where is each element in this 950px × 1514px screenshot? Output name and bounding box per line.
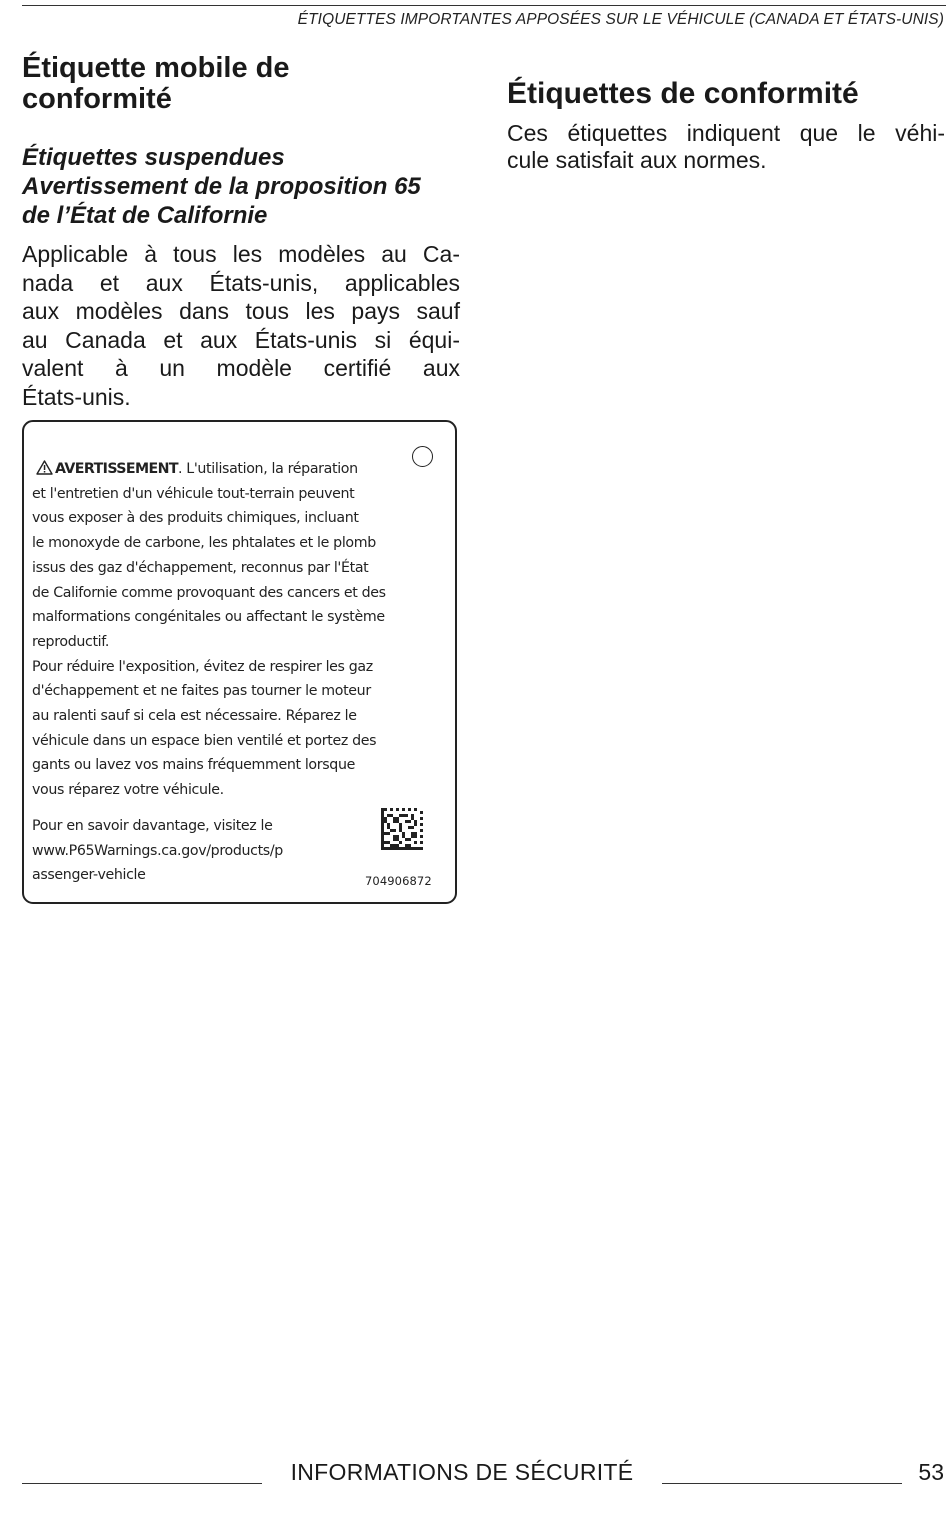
datamatrix-code-icon xyxy=(381,808,423,850)
title-line: conformité xyxy=(22,83,172,115)
warning-line: vous réparez votre véhicule. xyxy=(32,782,224,799)
warning-line: au ralenti sauf si cela est nécessaire. Réparez le xyxy=(32,708,357,725)
footer-section-title: INFORMATIONS DE SÉCURITÉ xyxy=(290,1459,634,1485)
warning-line: vous exposer à des produits chimiques, incluant xyxy=(32,510,359,527)
more-info-block xyxy=(32,814,362,888)
warning-line: de Californie comme provoquant des cancers et des xyxy=(32,584,386,601)
page-number: 53 xyxy=(918,1459,944,1485)
warning-line: malformations congénitales ou affectant le système xyxy=(32,609,385,626)
subtitle-line: de l’État de Californie xyxy=(22,202,268,229)
warning-line: le monoxyde de carbone, les phtalates et le plomb xyxy=(32,535,376,552)
paragraph-line: cule satisfait aux normes. xyxy=(507,147,767,173)
part-number: 704906872 xyxy=(365,874,432,888)
warning-line: Pour réduire l'exposition, évitez de respirer les gaz xyxy=(32,658,373,675)
section-title-compliance-labels: Étiquettes de conformité xyxy=(507,77,859,110)
paragraph-line: Ces étiquettes indiquent que le véhi- xyxy=(507,120,945,146)
warning-line: véhicule dans un espace bien ventilé et portez des xyxy=(32,732,377,749)
more-info-url-line: assenger-vehicle xyxy=(32,867,146,884)
compliance-paragraph xyxy=(507,120,945,174)
title-line: Étiquette mobile de xyxy=(22,52,290,84)
warning-line: d'échappement et ne faites pas tourner le moteur xyxy=(32,683,371,700)
header-rule xyxy=(22,5,946,6)
paragraph-line: Applicable à tous les modèles au Ca- xyxy=(22,241,460,267)
warning-line: gants ou lavez vos mains fréquemment lorsque xyxy=(32,757,355,774)
warning-text-block xyxy=(32,457,437,803)
subtitle-line: Étiquettes suspendues xyxy=(22,144,285,171)
warning-first-line xyxy=(32,457,437,482)
subtitle-line: Avertissement de la proposition 65 xyxy=(22,173,421,200)
warning-line: issus des gaz d'échappement, reconnus par l'État xyxy=(32,559,369,576)
paragraph-line: au Canada et aux États-unis si équi- xyxy=(22,326,460,353)
paragraph-line: États-unis. xyxy=(22,383,131,410)
left-column xyxy=(22,53,460,411)
paragraph-line: nada et aux États-unis, applicables xyxy=(22,269,460,296)
more-info-url-line: www.P65Warnings.ca.gov/products/p xyxy=(32,842,283,859)
section-title-mobile-label xyxy=(22,53,460,115)
right-column xyxy=(507,78,945,174)
more-info-line: Pour en savoir davantage, visitez le xyxy=(32,818,273,834)
footer-rule-left xyxy=(22,1483,262,1484)
warning-line: et l'entretien d'un véhicule tout-terrain peuvent xyxy=(32,485,355,502)
warning-signal-word: AVERTISSEMENT xyxy=(55,461,178,477)
paragraph-line: aux modèles dans tous les pays sauf xyxy=(22,298,460,324)
subsection-title-hang-tags xyxy=(22,143,460,230)
warning-line-rest: . L'utilisation, la réparation xyxy=(177,461,358,477)
paragraph-line: valent à un modèle certifié aux xyxy=(22,355,460,381)
applicability-paragraph xyxy=(22,240,460,411)
running-head: ÉTIQUETTES IMPORTANTES APPOSÉES SUR LE VÉHICULE (CANADA ET ÉTATS-UNIS) xyxy=(297,11,944,28)
footer-rule-right xyxy=(662,1483,902,1484)
warning-line: reproductif. xyxy=(32,633,110,650)
prop65-hang-tag xyxy=(22,420,457,904)
warning-triangle-icon xyxy=(36,460,53,475)
